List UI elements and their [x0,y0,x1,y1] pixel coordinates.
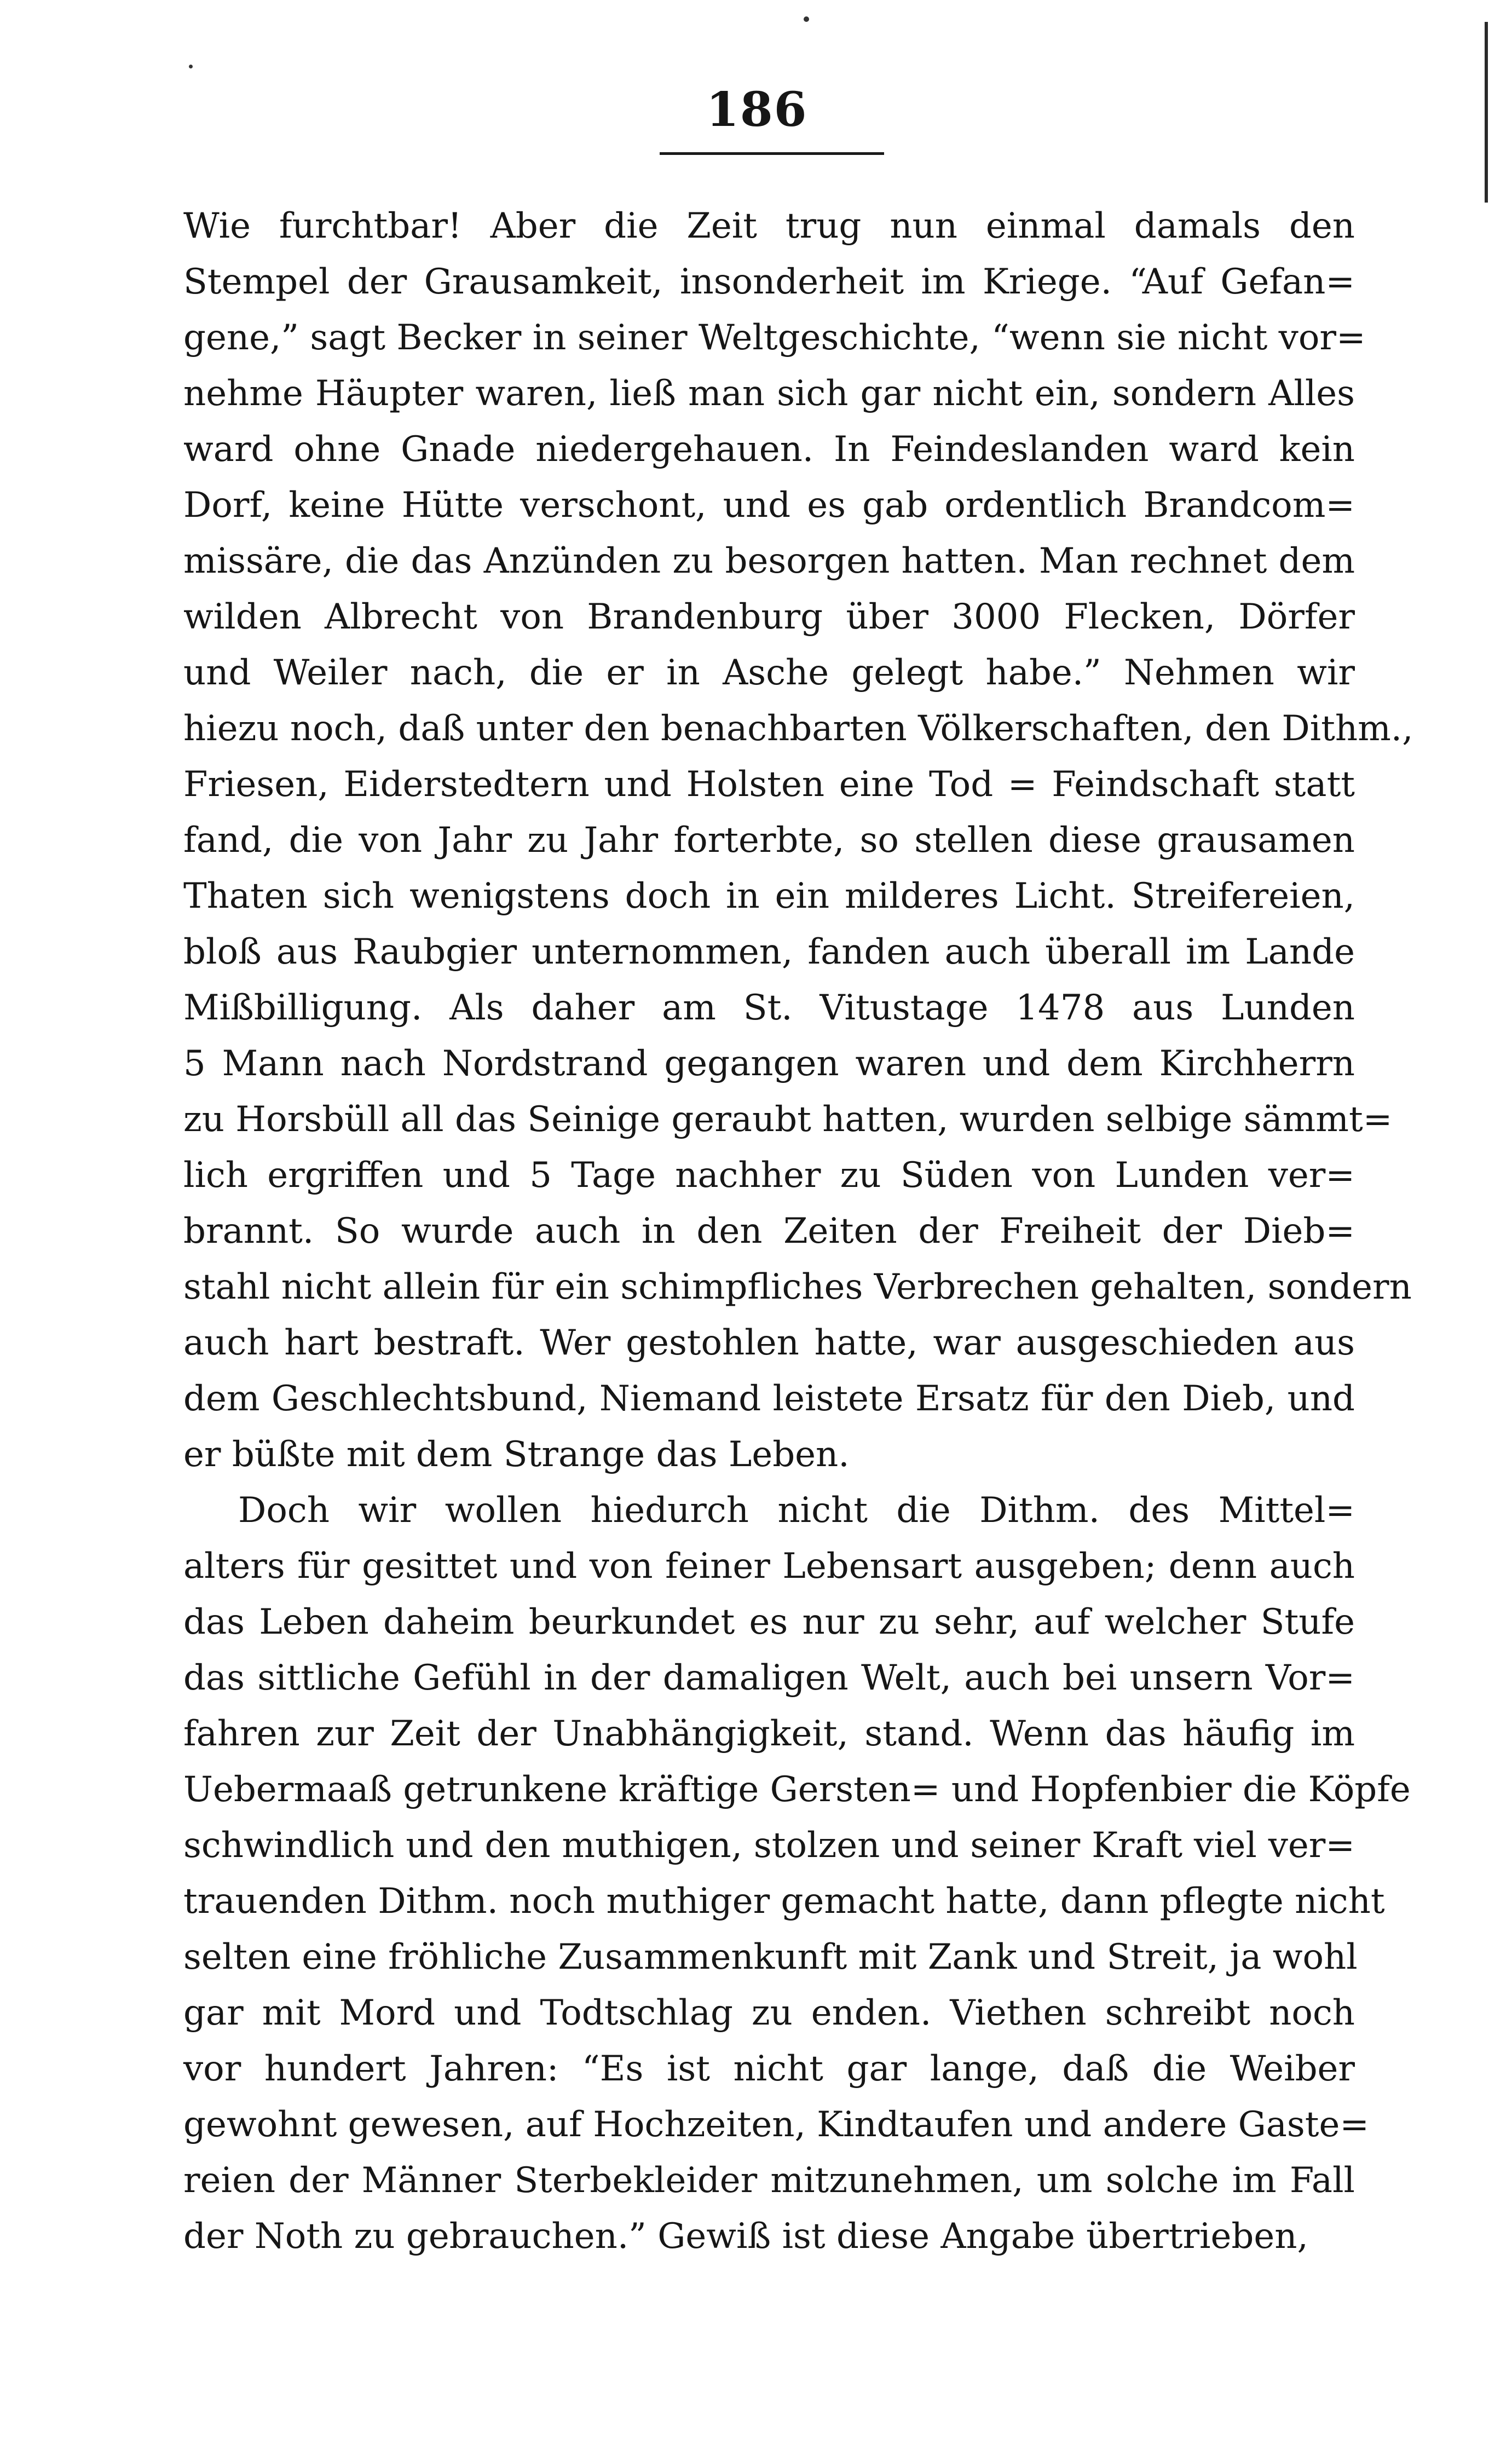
text-line: gar mit Mord und Todtschlag zu enden. Viethen schreibt noch [183,1993,1355,2033]
text-line: Doch wir wollen hiedurch nicht die Dithm. des Mittel= [238,1490,1355,1531]
text-line: reien der Männer Sterbekleider mitzunehmen, um solche im Fall [183,2160,1355,2201]
text-line: selten eine fröhliche Zusammenkunft mit Zank und Streit, ja wohl [183,1937,1358,1977]
text-line: schwindlich und den muthigen, stolzen und seiner Kraft viel ver= [183,1825,1355,1866]
body-text [183,198,1413,2264]
page-number: 186 [706,82,808,137]
text-line: 5 Mann nach Nordstrand gegangen waren und dem Kirchherrn [183,1043,1355,1084]
text-line: gene,” sagt Becker in seiner Weltgeschichte, “wenn sie nicht vor= [183,318,1366,358]
text-line: Wie furchtbar! Aber die Zeit trug nun einmal damals den [183,206,1355,246]
scan-edge-shadow [1485,22,1488,203]
text-line: gewohnt gewesen, auf Hochzeiten, Kindtaufen und andere Gaste= [183,2104,1369,2145]
text-line: fahren zur Zeit der Unabhängigkeit, stand. Wenn das häufig im [183,1714,1355,1754]
text-line: hiezu noch, daß unter den benachbarten Völkerschaften, den Dithm., [183,708,1413,749]
header-rule [660,152,884,155]
text-line: der Noth zu gebrauchen.” Gewiß ist diese Angabe übertrieben, [183,2216,1308,2257]
text-line: Mißbilligung. Als daher am St. Vitustage 1478 aus Lunden [183,988,1355,1028]
text-line: vor hundert Jahren: “Es ist nicht gar lange, daß die Weiber [183,2049,1355,2089]
text-line: missäre, die das Anzünden zu besorgen hatten. Man rechnet dem [183,541,1355,581]
text-line: bloß aus Raubgier unternommen, fanden auch überall im Lande [183,932,1355,972]
text-line: dem Geschlechtsbund, Niemand leistete Ersatz für den Dieb, und [183,1379,1355,1419]
text-line: nehme Häupter waren, ließ man sich gar nicht ein, sondern Alles [183,373,1355,414]
text-line: stahl nicht allein für ein schimpfliches Verbrechen gehalten, sondern [183,1267,1412,1307]
text-line: Stempel der Grausamkeit, insonderheit im Kriege. “Auf Gefan= [183,262,1355,302]
text-line: er büßte mit dem Strange das Leben. [183,1434,850,1475]
text-line: alters für gesittet und von feiner Lebensart ausgeben; denn auch [183,1546,1355,1587]
text-line: das sittliche Gefühl in der damaligen Welt, auch bei unsern Vor= [183,1658,1355,1698]
text-line: Friesen, Eiderstedtern und Holsten eine Tod = Feindschaft statt [183,764,1355,805]
text-line: fand, die von Jahr zu Jahr forterbte, so stellen diese grausamen [183,820,1355,861]
text-line: lich ergriffen und 5 Tage nachher zu Süden von Lunden ver= [183,1155,1355,1196]
print-speck [804,16,809,22]
text-line: ward ohne Gnade niedergehauen. In Feindeslanden ward kein [183,429,1355,470]
text-line: brannt. So wurde auch in den Zeiten der Freiheit der Dieb= [183,1211,1355,1252]
text-line: und Weiler nach, die er in Asche gelegt habe.” Nehmen wir [183,653,1355,693]
print-speck [189,65,193,68]
text-line: Dorf, keine Hütte verschont, und es gab ordentlich Brandcom= [183,485,1355,526]
text-line: das Leben daheim beurkundet es nur zu sehr, auf welcher Stufe [183,1602,1355,1642]
text-line: zu Horsbüll all das Seinige geraubt hatten, wurden selbige sämmt= [183,1099,1393,1140]
text-line: wilden Albrecht von Brandenburg über 3000 Flecken, Dörfer [183,597,1355,637]
text-line: Thaten sich wenigstens doch in ein milderes Licht. Streifereien, [183,876,1355,916]
text-line: Uebermaaß getrunkene kräftige Gersten= und Hopfenbier die Köpfe [183,1769,1411,1810]
text-line: auch hart bestraft. Wer gestohlen hatte, war ausgeschieden aus [183,1323,1355,1363]
text-line: trauenden Dithm. noch muthiger gemacht hatte, dann pflegte nicht [183,1881,1385,1922]
